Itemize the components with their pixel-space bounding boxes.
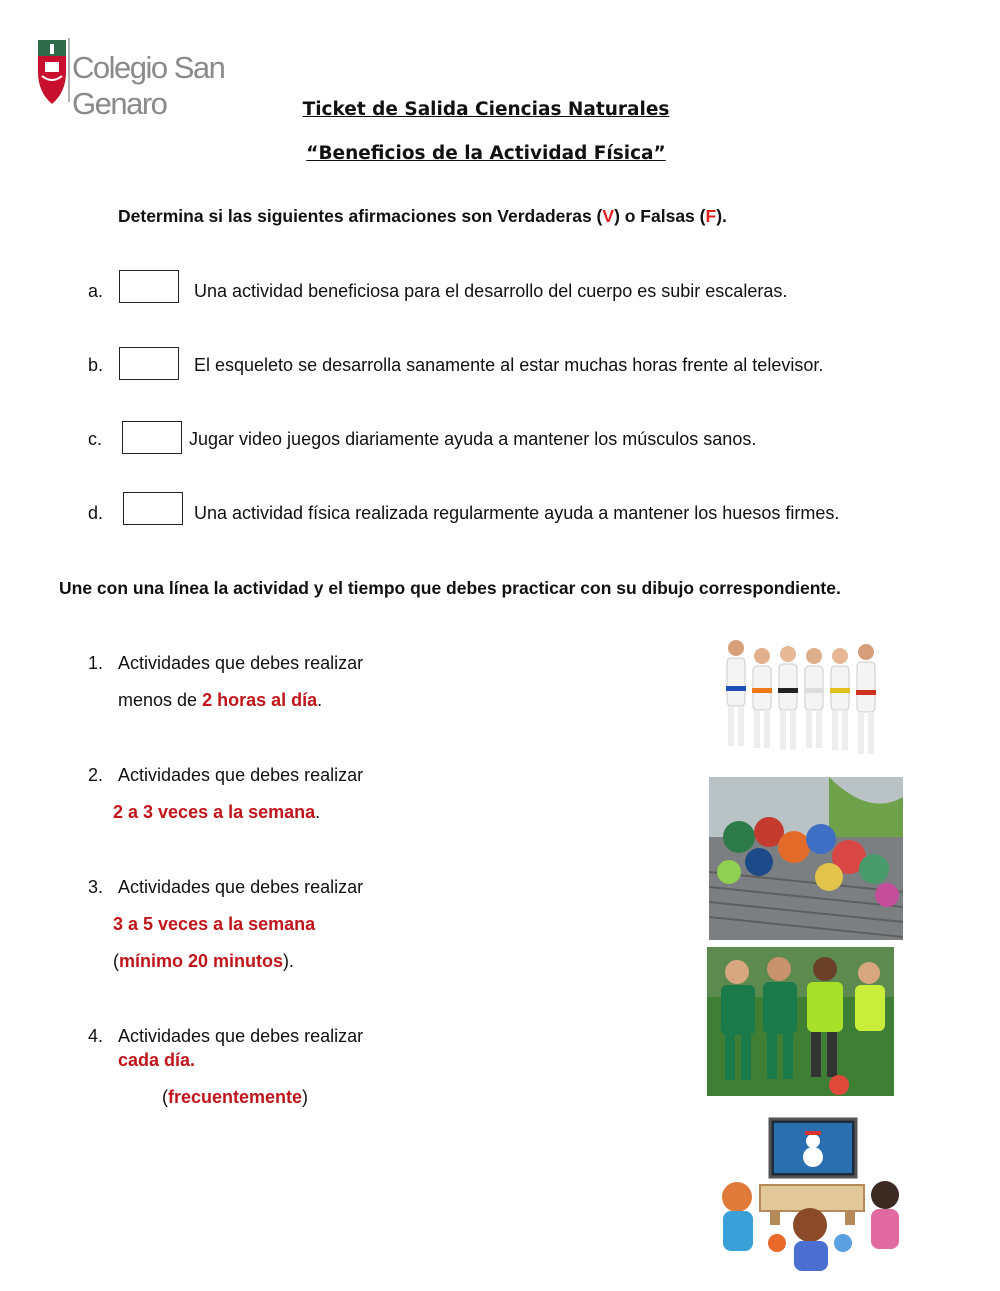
item-number: 1.	[88, 653, 104, 673]
answer-box-a[interactable]	[119, 270, 179, 303]
activity-4-frequency: (frecuentemente)	[162, 1087, 309, 1107]
item-letter: b.	[88, 355, 104, 375]
activity-2-line: Actividades que debes realizar	[118, 765, 364, 785]
school-name: Colegio San Genaro	[72, 50, 225, 121]
activity-3-line: Actividades que debes realizar	[118, 877, 364, 897]
item-letter: d.	[88, 503, 104, 523]
statement-c: Jugar video juegos diariamente ayuda a mantener los músculos sanos.	[189, 429, 757, 449]
matching-instruction: Une con una línea la actividad y el tiempo que debes practicar con su dibujo correspondiente.	[59, 578, 841, 598]
karate-kids-image[interactable]	[718, 636, 890, 762]
activity-2-time: 2 a 3 veces a la semana.	[113, 802, 321, 822]
page-title: Ticket de Salida Ciencias Naturales	[302, 99, 670, 120]
true-false-instruction: Determina si las siguientes afirmaciones son Verdaderas (V) o Falsas (F).	[118, 206, 727, 226]
activity-3-duration: (mínimo 20 minutos).	[113, 951, 295, 971]
soccer-kids-image[interactable]	[707, 947, 894, 1096]
item-number: 2.	[88, 765, 104, 785]
statement-a: Una actividad beneficiosa para el desarrollo del cuerpo es subir escaleras.	[194, 281, 788, 301]
page-subtitle: “Beneficios de la Actividad Física”	[306, 143, 666, 164]
answer-box-b[interactable]	[119, 347, 179, 380]
statement-b: El esqueleto se desarrolla sanamente al estar muchas horas frente al televisor.	[194, 355, 824, 375]
statement-d: Una actividad física realizada regularmente ayuda a mantener los huesos firmes.	[194, 503, 840, 523]
item-number: 4.	[88, 1026, 104, 1046]
kids-watching-tv-image[interactable]	[715, 1115, 905, 1275]
activity-4-line: Actividades que debes realizar	[118, 1026, 364, 1046]
stair-climbing-image[interactable]	[709, 777, 903, 940]
item-letter: a.	[88, 281, 104, 301]
activity-1-line: Actividades que debes realizar	[118, 653, 364, 673]
activity-4-time: cada día.	[118, 1050, 196, 1070]
activity-3-time: 3 a 5 veces a la semana	[113, 914, 316, 934]
answer-box-d[interactable]	[123, 492, 183, 525]
school-logo	[36, 36, 276, 121]
item-letter: c.	[88, 429, 103, 449]
answer-box-c[interactable]	[122, 421, 182, 454]
item-number: 3.	[88, 877, 104, 897]
school-shield-icon	[36, 36, 72, 108]
activity-1-time: menos de 2 horas al día.	[118, 690, 323, 710]
